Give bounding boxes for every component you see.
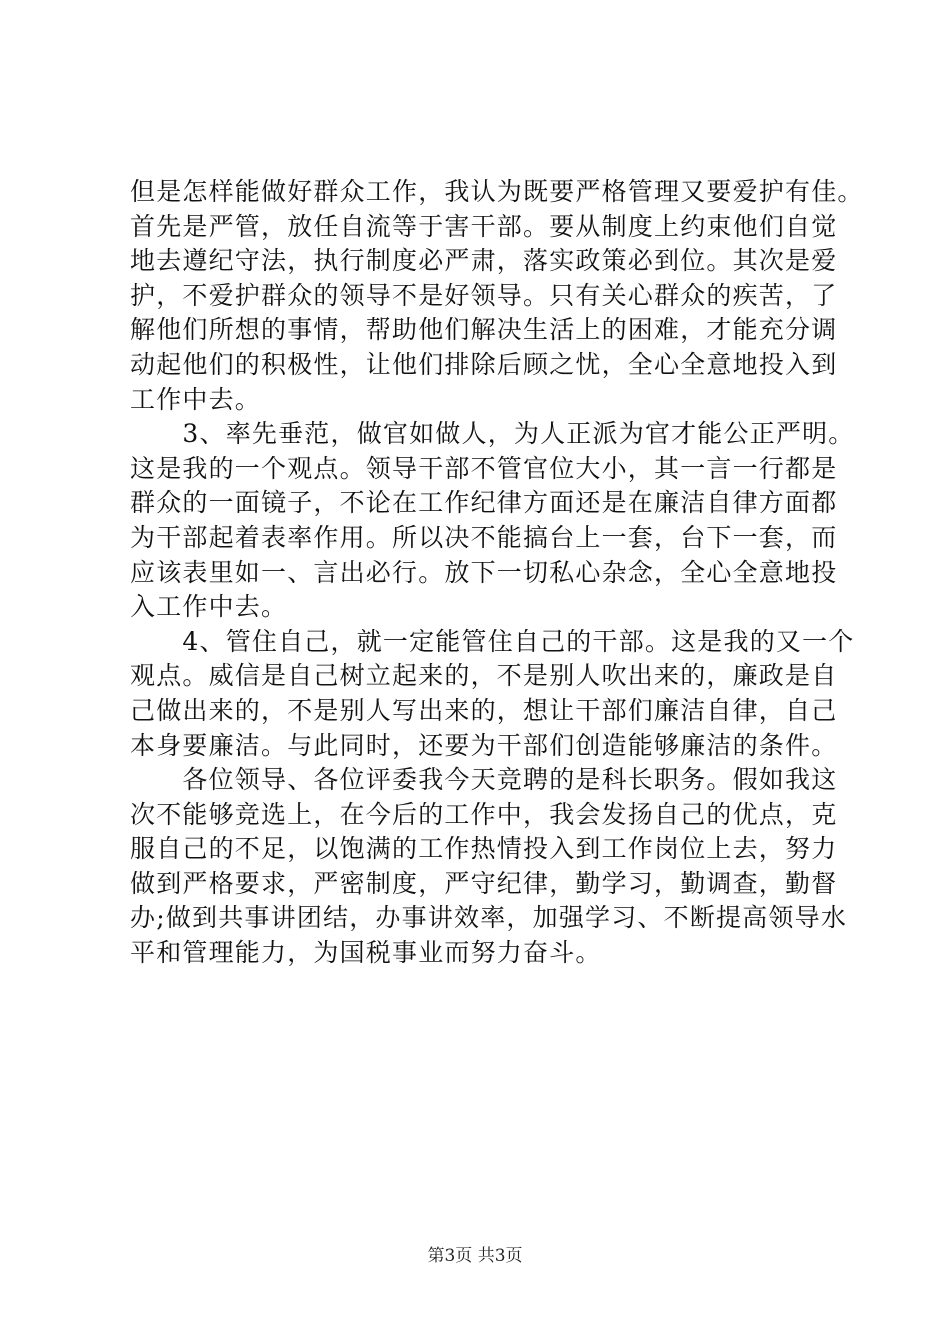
page-number-footer: 第3页 共3页 — [427, 1246, 523, 1266]
text-line: 己做出来的，不是别人写出来的，想让干部们廉洁自律，自己 — [130, 695, 838, 725]
text-line: 地去遵纪守法，执行制度必严肃，落实政策必到位。其次是爱 — [130, 246, 838, 276]
text-line: 动起他们的积极性，让他们排除后顾之忧，全心全意地投入到 — [130, 349, 838, 379]
text-line: 工作中去。 — [130, 384, 262, 414]
text-line: 群众的一面镜子，不论在工作纪律方面还是在廉洁自律方面都 — [130, 488, 838, 518]
text-line: 入工作中去。 — [130, 592, 288, 622]
text-line: 为干部起着表率作用。所以决不能搞台上一套，台下一套，而 — [130, 522, 838, 552]
document-body — [130, 175, 864, 971]
text-line: 平和管理能力，为国税事业而努力奋斗。 — [130, 938, 602, 968]
text-line: 观点。威信是自己树立起来的，不是别人吹出来的，廉政是自 — [130, 661, 838, 691]
text-line: 做到严格要求，严密制度，严守纪律，勤学习，勤调查，勤督 — [130, 868, 838, 898]
text-line: 3、率先垂范，做官如做人，为人正派为官才能公正严明。 — [130, 419, 855, 449]
text-line: 各位领导、各位评委我今天竞聘的是科长职务。假如我这 — [130, 765, 838, 795]
text-line: 办;做到共事讲团结，办事讲效率，加强学习、不断提高领导水 — [130, 903, 848, 933]
text-line: 首先是严管，放任自流等于害干部。要从制度上约束他们自觉 — [130, 211, 838, 241]
text-line: 护，不爱护群众的领导不是好领导。只有关心群众的疾苦，了 — [130, 280, 838, 310]
text-line: 4、管住自己，就一定能管住自己的干部。这是我的又一个 — [130, 626, 855, 656]
text-line: 这是我的一个观点。领导干部不管官位大小，其一言一行都是 — [130, 453, 838, 483]
text-line: 本身要廉洁。与此同时，还要为干部们创造能够廉洁的条件。 — [130, 730, 838, 760]
text-line: 次不能够竞选上，在今后的工作中，我会发扬自己的优点，克 — [130, 799, 838, 829]
text-line: 服自己的不足，以饱满的工作热情投入到工作岗位上去，努力 — [130, 834, 838, 864]
text-line: 解他们所想的事情，帮助他们解决生活上的困难，才能充分调 — [130, 315, 838, 345]
text-line: 应该表里如一、言出必行。放下一切私心杂念，全心全意地投 — [130, 557, 838, 587]
text-line: 但是怎样能做好群众工作，我认为既要严格管理又要爱护有佳。 — [130, 177, 864, 206]
